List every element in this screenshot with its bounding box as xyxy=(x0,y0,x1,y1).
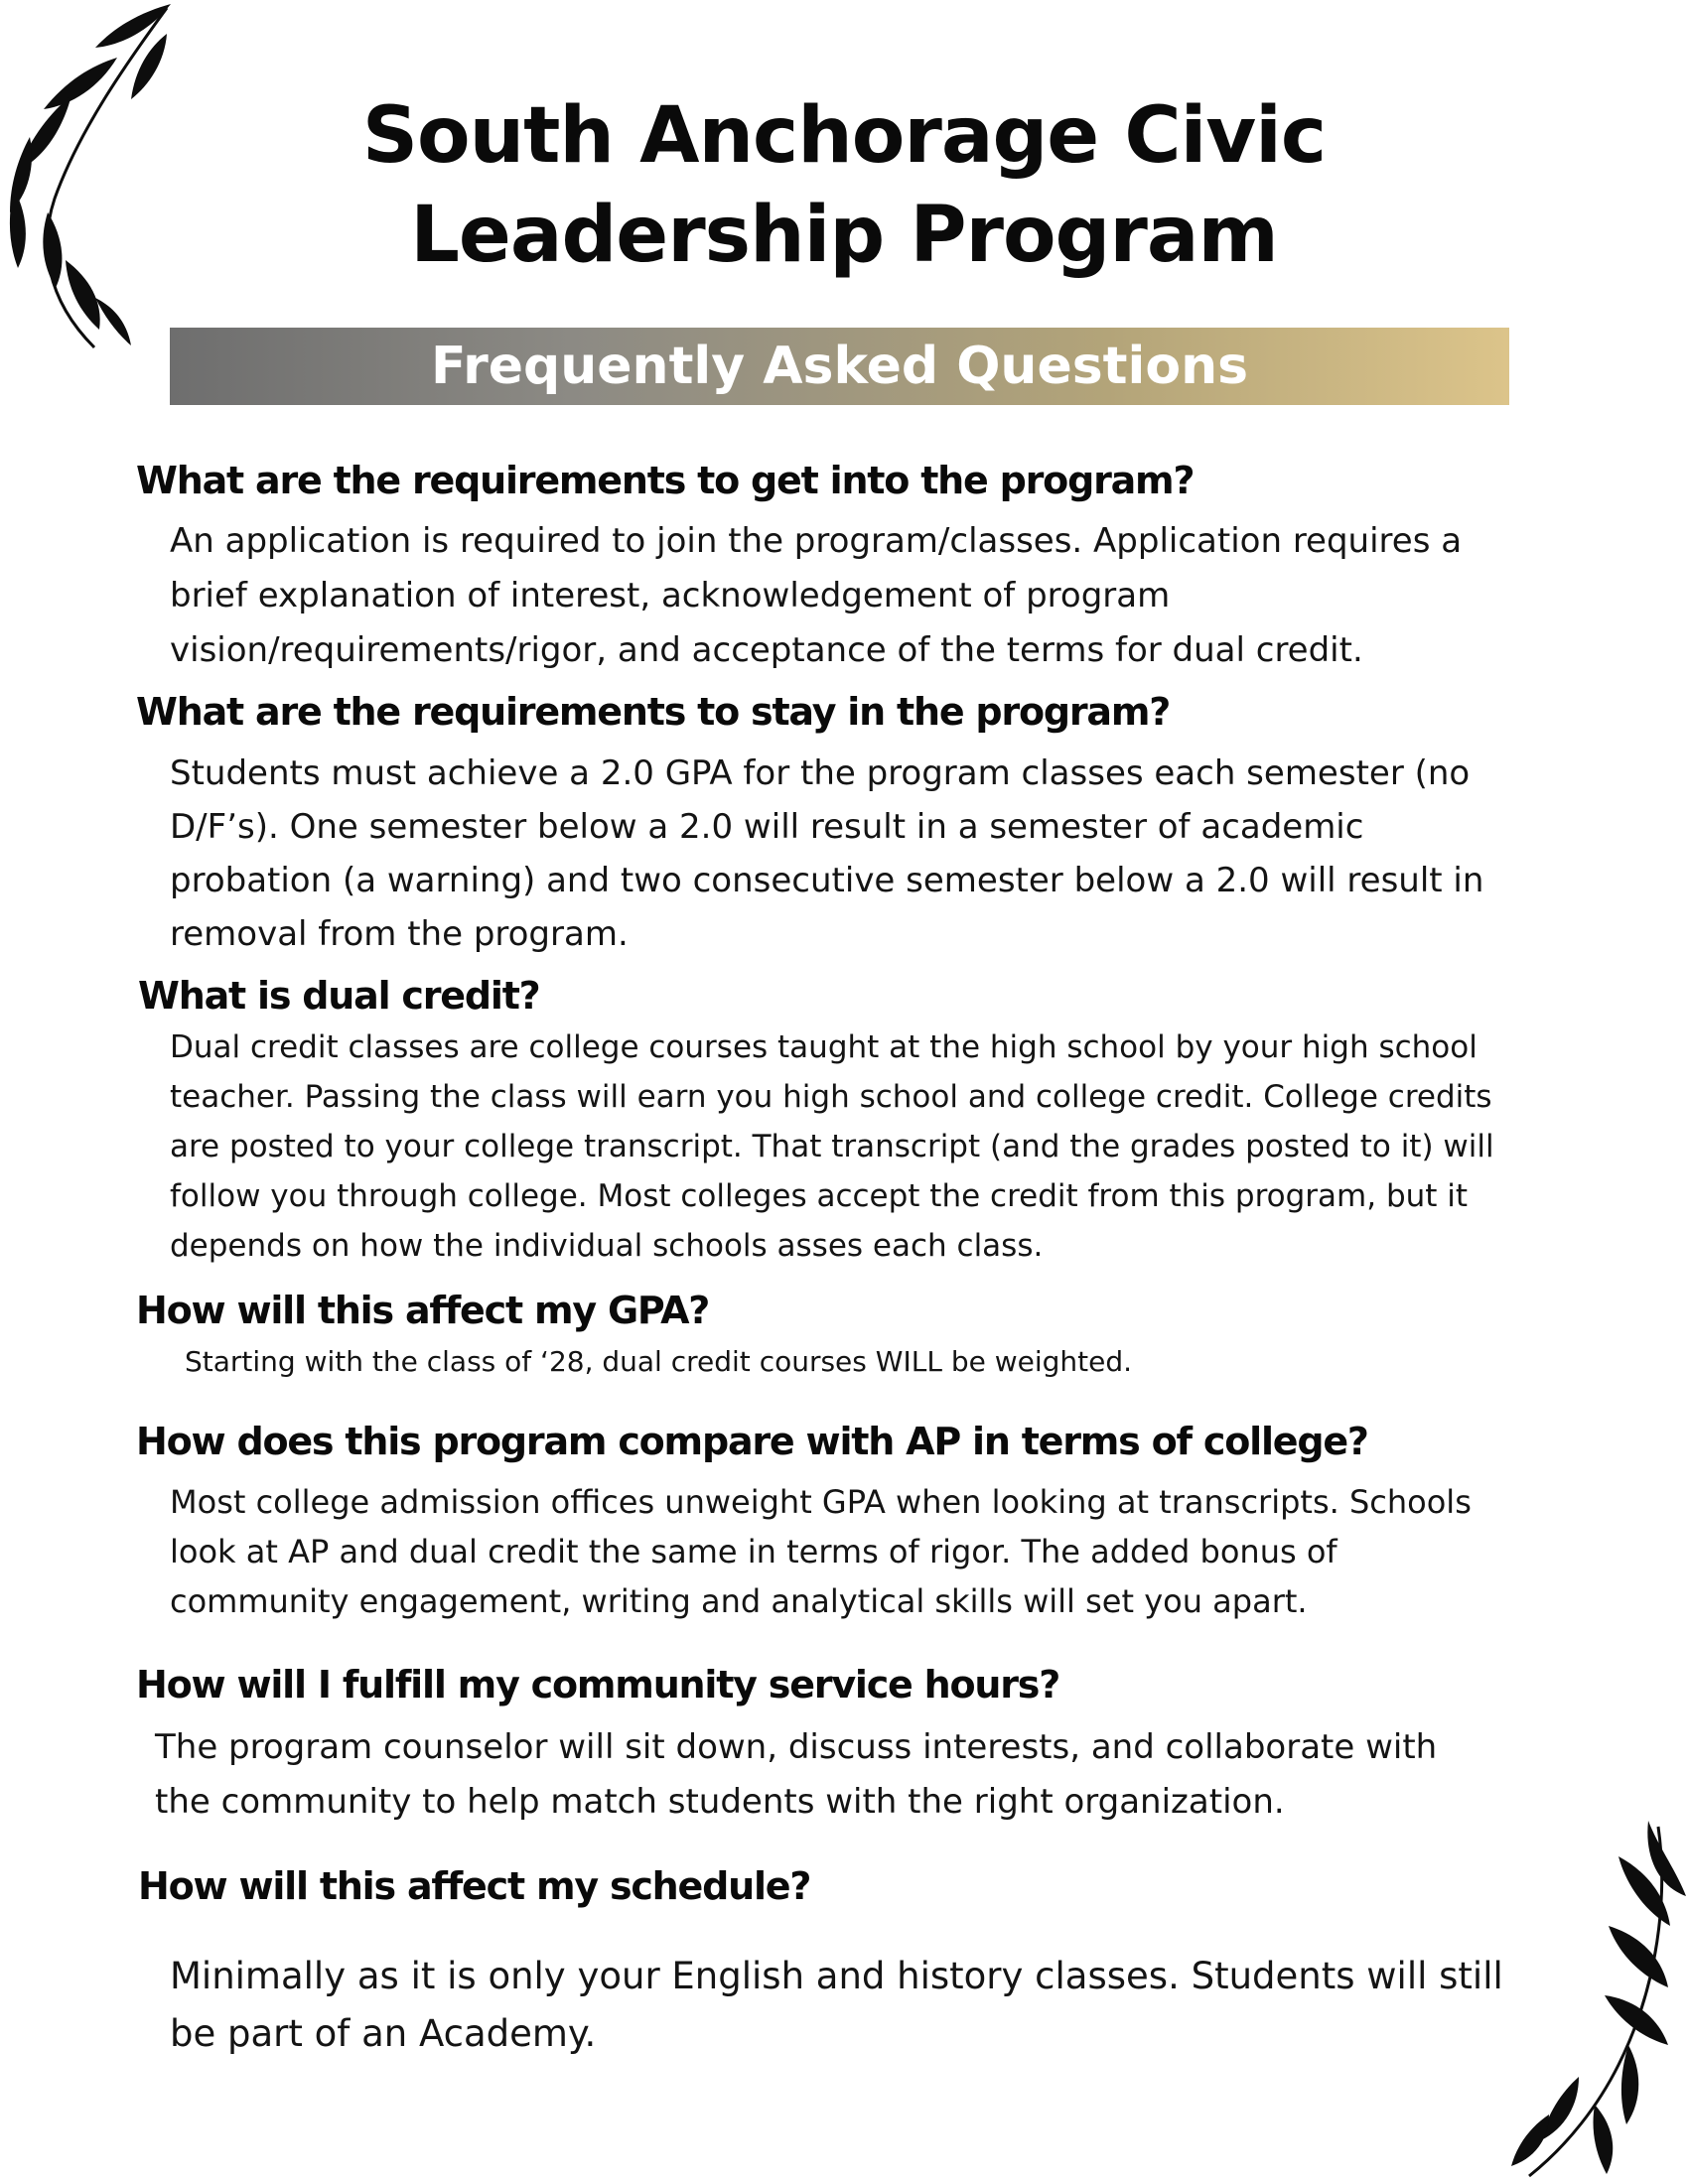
faq-question-6: How will I fulfill my community service hours? xyxy=(136,1663,1060,1706)
faq-answer-7: Minimally as it is only your English and history classes. Students will still be part of an Academy. xyxy=(170,1955,1503,2055)
faq-answer-5: Most college admission offices unweight GPA when looking at transcripts. Schools look at AP and dual credit the same in terms of rigor. The added bonus of community engagement, writing and analytical skills will set you apart. xyxy=(170,1483,1472,1620)
faq-banner-label: Frequently Asked Questions xyxy=(430,337,1249,396)
faq-question-3: What is dual credit? xyxy=(138,974,540,1018)
faq-answer-4: Starting with the class of ‘28, dual credit courses WILL be weighted. xyxy=(185,1345,1133,1378)
faq-question-1: What are the requirements to get into the program? xyxy=(136,459,1195,502)
faq-question-4: How will this affect my GPA? xyxy=(136,1289,710,1332)
faq-answer-6: The program counselor will sit down, discuss interests, and collaborate with the community to help match students with the right organization. xyxy=(155,1727,1438,1822)
faq-question-5: How does this program compare with AP in terms of college? xyxy=(136,1420,1368,1463)
faq-answer-3: Dual credit classes are college courses taught at the high school by your high school teacher. Passing the class will earn you high school and college credit. College credits are posted to your college transcript. That transcript (and the grades posted to it) will follow you through college. Most colleges accept the credit from this program, but it depends on how the individual schools asses each class. xyxy=(170,1029,1494,1264)
faq-answer-1: An application is required to join the program/classes. Application requires a brief explanation of interest, acknowledgement of program vision/requirements/rigor, and acceptance of the terms for dual credit. xyxy=(170,521,1463,670)
page-title-line-2: Leadership Program xyxy=(410,191,1278,280)
faq-banner xyxy=(170,328,1509,405)
faq-question-7: How will this affect my schedule? xyxy=(138,1864,811,1908)
faq-answer-2: Students must achieve a 2.0 GPA for the program classes each semester (no D/F’s). One semester below a 2.0 will result in a semester of academic probation (a warning) and two consecutive semester below a 2.0 will result in removal from the program. xyxy=(170,753,1484,954)
page-title-line-1: South Anchorage Civic xyxy=(361,91,1327,181)
leaf-branch-bottom-right-icon xyxy=(1509,1817,1688,2184)
faq-question-2: What are the requirements to stay in the program? xyxy=(136,690,1171,734)
